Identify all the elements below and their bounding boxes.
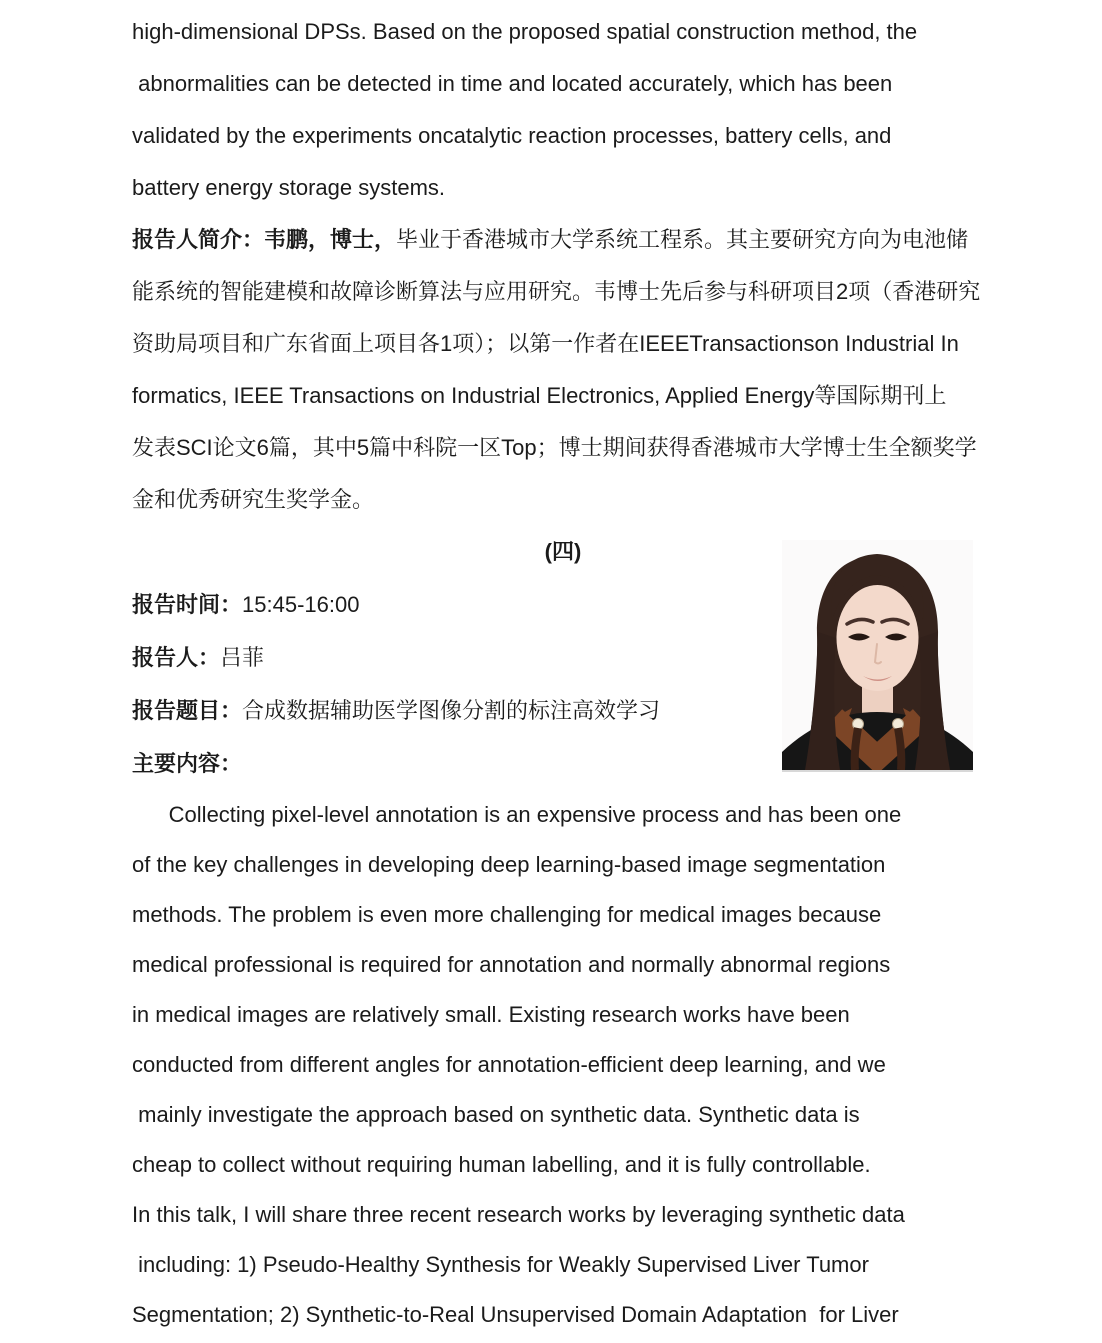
bio-label: 报告人简介：韦鹏，博士， — [132, 227, 397, 252]
field-value: 15:45-16:00 — [242, 592, 360, 617]
paragraph-line: abnormalities can be detected in time and located accurately, which has been — [132, 71, 893, 96]
paragraph-line: methods. The problem is even more challenging for medical images because — [132, 902, 882, 927]
paragraph-line: conducted from different angles for annotation-efficient deep learning, and we — [132, 1052, 886, 1077]
field-value: 吕菲 — [220, 645, 265, 670]
talk-abstract-paragraph — [132, 790, 994, 1340]
paragraph-line: mainly investigate the approach based on synthetic data. Synthetic data is — [132, 1102, 860, 1127]
paragraph-line: Segmentation; 2) Synthetic-to-Real Unsupervised Domain Adaptation for Liver — [132, 1302, 899, 1327]
field-label: 报告题目： — [132, 698, 243, 723]
field-label: 主要内容： — [132, 751, 243, 776]
paragraph-line: In this talk, I will share three recent research works by leveraging synthetic data — [132, 1202, 905, 1227]
paragraph-line: high-dimensional DPSs. Based on the proposed spatial construction method, the — [132, 19, 918, 44]
paragraph-line: in medical images are relatively small. Existing research works have been — [132, 1002, 850, 1027]
paragraph-line: Collecting pixel-level annotation is an expensive process and has been one — [132, 802, 902, 827]
field-value: 合成数据辅助医学图像分割的标注高效学习 — [242, 698, 661, 723]
paragraph-line: medical professional is required for annotation and normally abnormal regions — [132, 952, 891, 977]
abstract-paragraph-continuation — [132, 6, 994, 214]
field-label: 报告时间： — [132, 592, 243, 617]
speaker-bio-paragraph — [132, 214, 994, 526]
paragraph-line: 金和优秀研究生奖学金。 — [132, 487, 375, 512]
field-label: 报告人： — [132, 645, 221, 670]
paragraph-line: formatics, IEEE Transactions on Industrial Electronics, Applied Energy等国际期刊上 — [132, 383, 947, 408]
paragraph-line: 资助局项目和广东省面上项目各1项）；以第一作者在IEEETransactionson Industrial In — [132, 331, 959, 356]
paragraph-line: of the key challenges in developing deep learning-based image segmentation — [132, 852, 886, 877]
paragraph-line: 能系统的智能建模和故障诊断算法与应用研究。韦博士先后参与科研项目2项（香港研究 — [132, 279, 981, 304]
paragraph-line: battery energy storage systems. — [132, 175, 446, 200]
paragraph-line: including: 1) Pseudo-Healthy Synthesis for Weakly Supervised Liver Tumor — [132, 1252, 869, 1277]
bio-text: 毕业于香港城市大学系统工程系。其主要研究方向为电池储 — [396, 227, 969, 252]
speaker-portrait-photo — [782, 540, 973, 772]
paragraph-line: 发表SCI论文6篇，其中5篇中科院一区Top；博士期间获得香港城市大学博士生全额奖学 — [132, 435, 977, 460]
paragraph-line — [132, 214, 994, 266]
paragraph-line: cheap to collect without requiring human labelling, and it is fully controllable. — [132, 1152, 871, 1177]
section-heading: (四) — [544, 539, 582, 564]
paragraph-line: validated by the experiments oncatalytic reaction processes, battery cells, and — [132, 123, 892, 148]
portrait-illustration — [782, 540, 973, 770]
